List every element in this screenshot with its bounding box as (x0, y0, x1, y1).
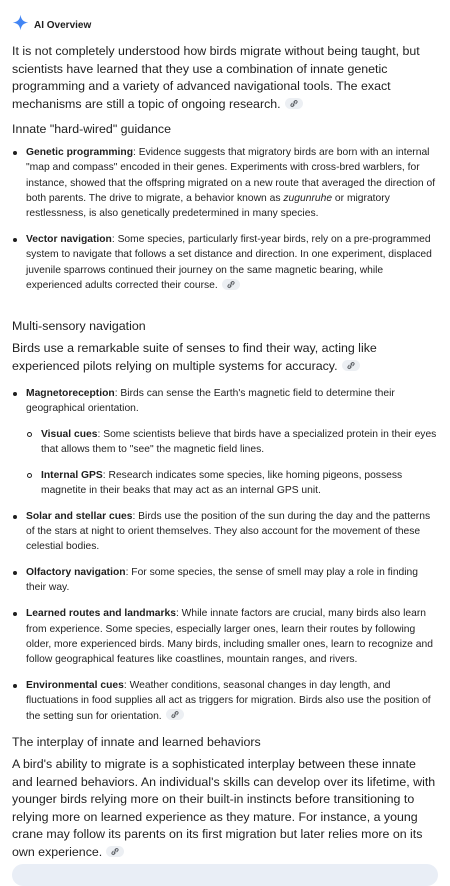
sparkle-icon (12, 14, 29, 36)
sub-list-item: Internal GPS: Research indicates some species, like homing pigeons, possess magnetite in their beaks that may act as an internal GPS unit. (26, 468, 438, 499)
interplay-paragraph: A bird's ability to migrate is a sophisticated interplay between these innate and learned behaviors. An individual's skills can develop over its lifetime, with younger birds relying more on their built-in instincts before transitioning to relying more on learned experience as they mature. For instance, a young crane may follow its parents on its first migration but later relies more on its own experience. (12, 757, 436, 859)
source-link-icon[interactable] (106, 846, 124, 857)
list-item: Olfactory navigation: For some species, the sense of smell may play a role in finding their way. (10, 565, 438, 596)
magnetoreception-sublist (26, 427, 438, 499)
list-item: Learned routes and landmarks: While innate factors are crucial, many birds also learn from experience. Some species, especially larger ones, learn their routes by following older, more experienced birds. Many birds, including smaller ones, learn to recognize and follow geographical features like coastlines, mountain ranges, and rivers. (10, 606, 438, 667)
intro-paragraph: It is not completely understood how birds migrate without being taught, but scientists have learned that they use a combination of innate genetic programming and a variety of advanced navigational tools. The exact mechanisms are still a topic of ongoing research. (12, 44, 420, 111)
list-item: Vector navigation: Some species, particularly first-year birds, rely on a pre-programmed system to navigate that follows a set distance and direction. In one experiment, displaced juvenile sparrows continued their journey on the same magnetic bearing, while experienced adults corrected their course. (10, 232, 438, 293)
multisensory-list (10, 386, 438, 734)
source-link-icon[interactable] (222, 279, 240, 290)
follow-up-bar[interactable] (12, 864, 438, 886)
ai-overview-title: AI Overview (34, 19, 92, 31)
list-item: Solar and stellar cues: Birds use the position of the sun during the day and the patterns of the stars at night to orient themselves. They also account for the movement of these celestial bodies. (10, 509, 438, 555)
innate-list (10, 145, 438, 304)
section-heading-multisensory: Multi-sensory navigation (12, 319, 146, 333)
list-item: Genetic programming: Evidence suggests that migratory birds are born with an internal "map and compass" encoded in their genes. Experiments with cross-bred warblers, for instance, showed that the offspring migrated on a new route that averaged the direction of both parents. The drive to migrate, a behavior known as zugunruhe or migratory restlessness, is also genetically predetermined in many species. (10, 145, 438, 221)
source-link-icon[interactable] (285, 98, 303, 109)
section-heading-innate: Innate "hard-wired" guidance (12, 122, 171, 136)
list-item: Environmental cues: Weather conditions, seasonal changes in day length, and fluctuations in food supplies all act as triggers for migration. Birds also use the position of the setting sun for orientation. (10, 678, 438, 724)
multisensory-intro: Birds use a remarkable suite of senses to find their way, acting like experienced pilots relying on multiple systems for accuracy. (12, 341, 377, 373)
sub-list-item: Visual cues: Some scientists believe that birds have a specialized protein in their eyes that allows them to "see" the magnetic field lines. (26, 427, 438, 458)
source-link-icon[interactable] (342, 360, 360, 371)
source-link-icon[interactable] (166, 709, 184, 720)
ai-overview-header (12, 14, 91, 36)
section-heading-interplay: The interplay of innate and learned behaviors (12, 735, 261, 749)
list-item: Magnetoreception: Birds can sense the Earth's magnetic field to determine their geographical orientation. Visual cues: Some scientists believe that birds have a specialized protein in their eyes that allows them to "see" the magnetic field lines. Internal GPS: Research indicates some species, like homing pigeons, possess magnetite in their beaks that may act as an internal GPS unit. (10, 386, 438, 498)
